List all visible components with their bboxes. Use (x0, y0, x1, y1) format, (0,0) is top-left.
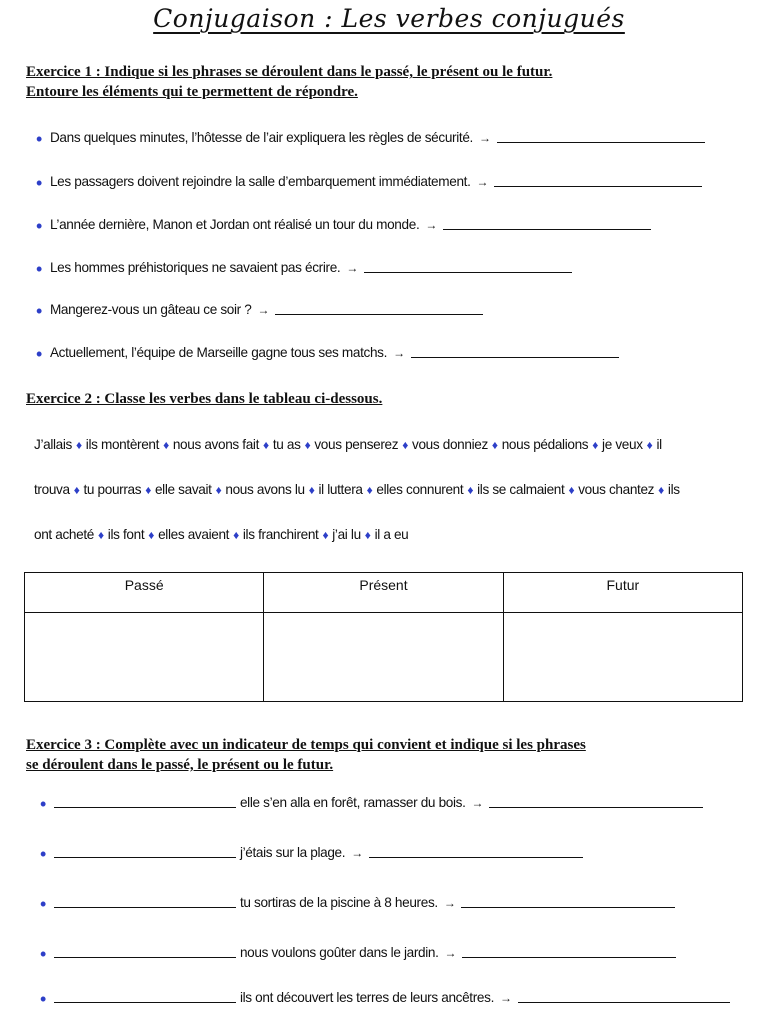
bullet-icon: • (36, 259, 42, 279)
diamond-icon: ♦ (145, 483, 151, 497)
diamond-icon: ♦ (366, 483, 373, 497)
diamond-icon: ♦ (304, 438, 311, 452)
verb-list-line: ont acheté ♦ ils font ♦ elles avaient ♦ ils franchirent ♦ j’ai lu ♦ il a eu (34, 527, 409, 542)
answer-line[interactable] (489, 806, 703, 808)
exercise-3-instruction: se déroulent dans le passé, le présent ou le futur. (26, 757, 334, 773)
answer-line[interactable] (494, 185, 702, 187)
diamond-icon: ♦ (308, 483, 315, 497)
ex1-sentence: • Actuellement, l’équipe de Marseille gagne tous ses matchs. → (36, 345, 619, 360)
diamond-icon: ♦ (73, 483, 80, 497)
arrow-icon: → (346, 261, 358, 275)
diamond-icon: ♦ (163, 438, 169, 452)
diamond-icon: ♦ (467, 483, 474, 497)
bullet-icon: • (36, 173, 42, 193)
time-indicator-line[interactable] (54, 806, 236, 808)
diamond-icon: ♦ (322, 528, 329, 542)
diamond-icon: ♦ (592, 438, 599, 452)
answer-line[interactable] (443, 228, 651, 230)
answer-line[interactable] (497, 141, 705, 143)
diamond-icon: ♦ (148, 528, 155, 542)
bullet-icon: • (36, 216, 42, 236)
bullet-icon: • (40, 894, 46, 914)
diamond-icon: ♦ (233, 528, 239, 542)
time-indicator-line[interactable] (54, 856, 236, 858)
arrow-icon: → (500, 991, 512, 1005)
bullet-icon: • (40, 794, 46, 814)
column-header-passe: Passé (25, 573, 264, 613)
diamond-icon: ♦ (568, 483, 575, 497)
bullet-icon: • (36, 129, 42, 149)
verb-list-line: trouva ♦ tu pourras ♦ elle savait ♦ nous avons lu ♦ il luttera ♦ elles connurent ♦ ils se calmaient ♦ vous chantez ♦ ils (34, 482, 680, 497)
answer-cell-present[interactable] (264, 613, 503, 702)
answer-line[interactable] (518, 1001, 730, 1003)
ex3-sentence: • j’étais sur la plage. → (40, 845, 583, 860)
diamond-icon: ♦ (658, 483, 664, 497)
ex1-sentence: • Les passagers doivent rejoindre la salle d’embarquement immédiatement. → (36, 174, 702, 189)
arrow-icon: → (478, 131, 491, 145)
answer-cell-futur[interactable] (503, 613, 742, 702)
ex3-sentence: • tu sortiras de la piscine à 8 heures. → (40, 895, 675, 910)
column-header-futur: Futur (503, 573, 742, 613)
ex1-sentence: • Dans quelques minutes, l’hôtesse de l’air expliquera les règles de sécurité. → (36, 130, 705, 145)
diamond-icon: ♦ (215, 483, 222, 497)
classification-table (24, 572, 743, 702)
ex1-sentence: • Les hommes préhistoriques ne savaient pas écrire. → (36, 260, 572, 275)
answer-line[interactable] (364, 271, 572, 273)
time-indicator-line[interactable] (54, 906, 236, 908)
ex3-sentence: • ils ont découvert les terres de leurs ancêtres. → (40, 990, 730, 1005)
arrow-icon: → (425, 218, 438, 232)
arrow-icon: → (393, 346, 405, 360)
exercise-1-heading: Exercice 1 : Indique si les phrases se déroulent dans le passé, le présent ou le futur. (26, 64, 553, 80)
exercise-2-heading: Exercice 2 : Classe les verbes dans le tableau ci-dessous. (26, 391, 383, 407)
ex1-sentence: • L’année dernière, Manon et Jordan ont réalisé un tour du monde. → (36, 217, 651, 232)
bullet-icon: • (40, 989, 46, 1009)
bullet-icon: • (36, 301, 42, 321)
column-header-present: Présent (264, 573, 503, 613)
answer-line[interactable] (461, 906, 675, 908)
answer-line[interactable] (369, 856, 583, 858)
diamond-icon: ♦ (646, 438, 653, 452)
page-title: Conjugaison : Les verbes conjugués (153, 4, 625, 33)
arrow-icon: → (476, 175, 489, 189)
bullet-icon: • (36, 344, 42, 364)
ex3-sentence: • nous voulons goûter dans le jardin. → (40, 945, 676, 960)
answer-line[interactable] (411, 356, 619, 358)
answer-line[interactable] (462, 956, 676, 958)
arrow-icon: → (257, 303, 270, 317)
time-indicator-line[interactable] (54, 956, 236, 958)
ex1-sentence: • Mangerez-vous un gâteau ce soir ? → (36, 302, 483, 317)
diamond-icon: ♦ (364, 528, 371, 542)
arrow-icon: → (444, 946, 457, 960)
answer-cell-passe[interactable] (25, 613, 264, 702)
diamond-icon: ♦ (491, 438, 498, 452)
exercise-1-instruction: Entoure les éléments qui te permettent de répondre. (26, 84, 358, 100)
bullet-icon: • (40, 944, 46, 964)
diamond-icon: ♦ (402, 438, 408, 452)
bullet-icon: • (40, 844, 46, 864)
arrow-icon: → (443, 896, 456, 910)
time-indicator-line[interactable] (54, 1001, 236, 1003)
diamond-icon: ♦ (263, 438, 269, 452)
arrow-icon: → (351, 846, 363, 860)
diamond-icon: ♦ (76, 438, 82, 452)
arrow-icon: → (471, 796, 484, 810)
diamond-icon: ♦ (98, 528, 104, 542)
ex3-sentence: • elle s’en alla en forêt, ramasser du bois. → (40, 795, 703, 810)
exercise-3-heading: Exercice 3 : Complète avec un indicateur de temps qui convient et indique si les phrases (26, 737, 586, 753)
answer-line[interactable] (275, 313, 483, 315)
verb-list-line: J’allais ♦ ils montèrent ♦ nous avons fait ♦ tu as ♦ vous penserez ♦ vous donniez ♦ nous pédalions ♦ je veux ♦ il (34, 437, 662, 452)
